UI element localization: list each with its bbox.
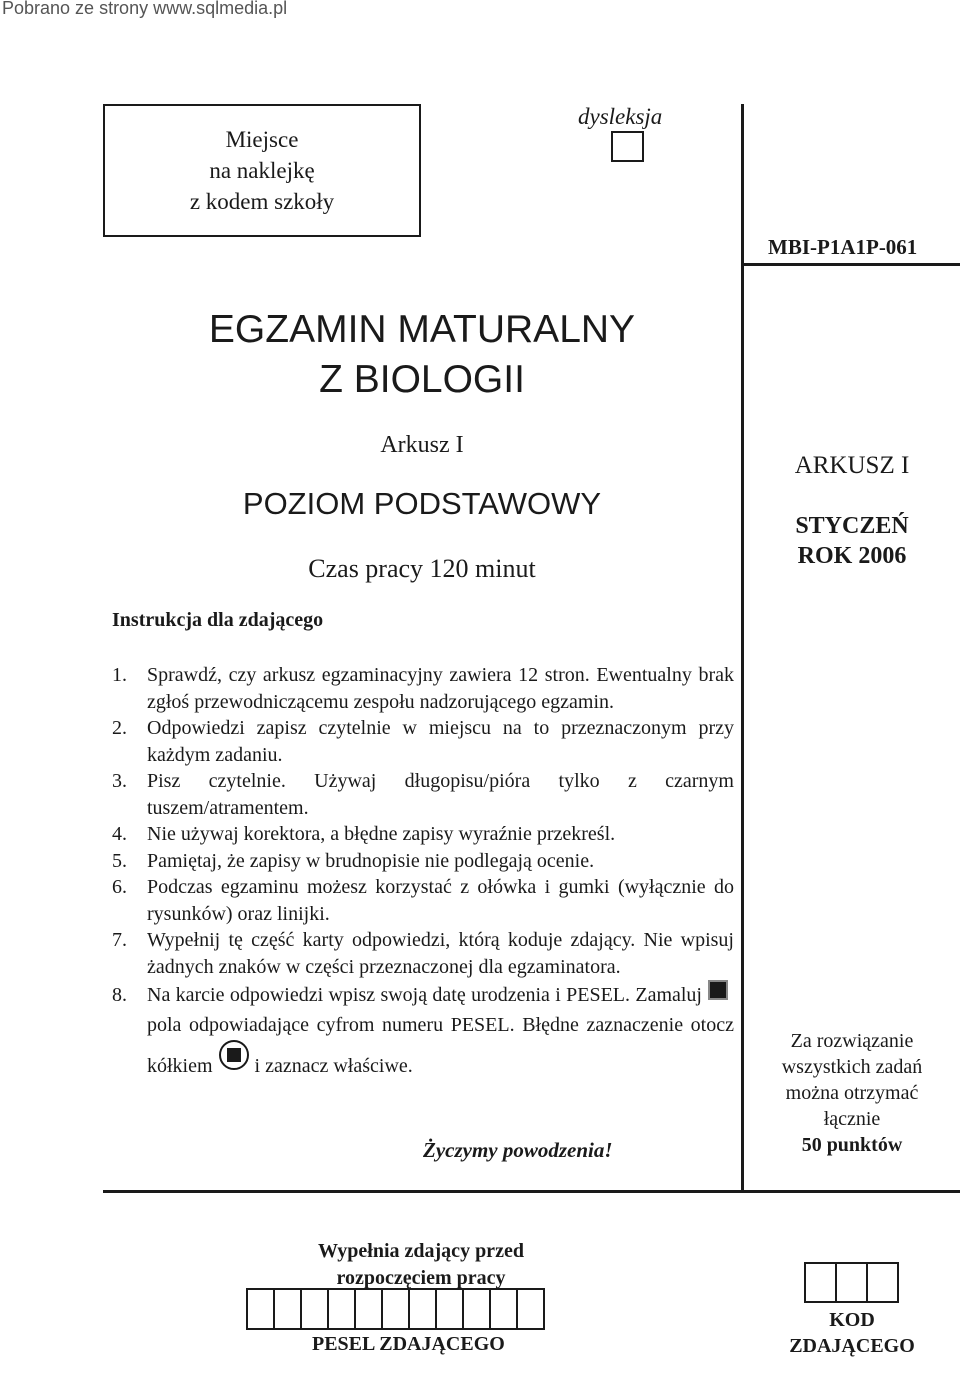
points-line: łącznie [823, 1108, 881, 1130]
pesel-digit-box[interactable] [246, 1288, 275, 1330]
instruction-text: Nie używaj korektora, a błędne zapisy wyraźnie przekreśl. [147, 823, 616, 845]
instruction-number: 3. [112, 770, 127, 792]
instruction-item [112, 768, 734, 821]
pesel-digit-box[interactable] [381, 1288, 410, 1330]
instruction-item [112, 874, 734, 927]
pesel-digit-box[interactable] [273, 1288, 302, 1330]
pesel-digit-box[interactable] [462, 1288, 491, 1330]
instructions-list [112, 662, 734, 1081]
sticker-line: na naklejkę [209, 158, 315, 183]
instruction-text: Odpowiedzi zapisz czytelnie w miejscu na to przeznaczonym przy każdym zadaniu. [147, 717, 734, 766]
instruction-item [112, 662, 734, 715]
fill-note-line: Wypełnia zdający przed [318, 1240, 524, 1262]
instruction-item [112, 821, 734, 848]
instruction-number: 4. [112, 823, 127, 845]
instruction-item [112, 848, 734, 875]
source-note: Pobrano ze strony www.sqlmedia.pl [2, 0, 288, 18]
code-divider [741, 263, 960, 266]
instructions-title: Instrukcja dla zdającego [112, 609, 324, 631]
sticker-box [103, 104, 421, 237]
level-label: POZIOM PODSTAWOWY [242, 486, 602, 521]
pesel-digit-box[interactable] [489, 1288, 518, 1330]
exam-month: STYCZEŃ [795, 513, 909, 539]
instruction-text: i zaznacz właściwe. [254, 1055, 413, 1077]
instruction-text: Pisz czytelnie. Używaj długopisu/pióra tylko z czarnym tuszem/atramentem. [147, 770, 734, 819]
filled-square-icon [708, 980, 728, 1000]
pesel-label: PESEL ZDAJĄCEGO [312, 1333, 505, 1355]
instruction-number: 1. [112, 664, 127, 686]
exam-subject: Z BIOLOGII [319, 358, 525, 401]
points-line: Za rozwiązanie [790, 1030, 914, 1052]
instruction-text: Wypełnij tę część karty odpowiedzi, którą koduje zdający. Nie wpisuj żadnych znaków w części przeznaczonej dla egzaminatora. [147, 929, 734, 978]
pesel-digit-box[interactable] [408, 1288, 437, 1330]
exam-code: MBI-P1A1P-061 [768, 235, 918, 259]
instruction-text: Podczas egzaminu możesz korzystać z ołówka i gumki (wyłącznie do rysunków) oraz linijki. [147, 876, 734, 925]
circled-square-icon [219, 1040, 249, 1070]
bottom-divider [103, 1190, 960, 1193]
instruction-number: 8. [112, 984, 127, 1006]
time-label: Czas pracy 120 minut [308, 554, 536, 583]
instruction-item [112, 715, 734, 768]
instruction-text: Sprawdź, czy arkusz egzaminacyjny zawiera 12 stron. Ewentualny brak zgłoś przewodniczącemu zespołu nadzorującego egzamin. [147, 664, 734, 713]
points-line: można otrzymać [785, 1082, 919, 1104]
instruction-item [112, 927, 734, 980]
exam-year: ROK 2006 [797, 543, 907, 569]
instruction-number: 6. [112, 876, 127, 898]
pesel-digit-box[interactable] [435, 1288, 464, 1330]
instruction-text: Pamiętaj, że zapisy w brudnopisie nie podlegają ocenie. [147, 849, 595, 872]
sticker-line: z kodem szkoły [189, 189, 335, 214]
pesel-digit-box[interactable] [354, 1288, 383, 1330]
kod-boxes [804, 1262, 897, 1303]
kod-label-line: KOD [829, 1309, 875, 1331]
instruction-item [112, 980, 734, 1081]
kod-digit-box[interactable] [866, 1262, 899, 1303]
fill-note [246, 1238, 596, 1292]
sticker-line: Miejsce [225, 127, 299, 152]
points-total: 50 punktów [801, 1134, 903, 1156]
exam-title: EGZAMIN MATURALNY [208, 308, 636, 351]
good-luck-wish: Życzymy powodzenia! [423, 1138, 613, 1162]
kod-label [744, 1307, 960, 1359]
right-sheet-label: ARKUSZ I [794, 452, 910, 479]
pesel-digit-box[interactable] [516, 1288, 545, 1330]
kod-label-line: ZDAJĄCEGO [789, 1335, 915, 1357]
dyslexia-checkbox[interactable] [611, 131, 644, 162]
pesel-digit-box[interactable] [300, 1288, 329, 1330]
fill-note-line: rozpoczęciem pracy [336, 1267, 506, 1289]
points-info [744, 1028, 960, 1158]
kod-digit-box[interactable] [804, 1262, 837, 1303]
sheet-label: Arkusz I [380, 432, 464, 458]
instruction-number: 2. [112, 717, 127, 739]
dyslexia-label: dysleksja [578, 104, 663, 129]
instruction-number: 7. [112, 929, 127, 951]
pesel-boxes [246, 1288, 543, 1330]
instruction-text: pola odpowiadające cyfrom numeru PESEL. Błędne zaznaczenie otocz kółkiem [147, 1014, 734, 1077]
pesel-digit-box[interactable] [327, 1288, 356, 1330]
points-line: wszystkich zadań [781, 1056, 923, 1078]
instruction-number: 5. [112, 849, 127, 872]
kod-digit-box[interactable] [835, 1262, 868, 1303]
instruction-text: Na karcie odpowiedzi wpisz swoją datę urodzenia i PESEL. Zamaluj [147, 984, 702, 1006]
